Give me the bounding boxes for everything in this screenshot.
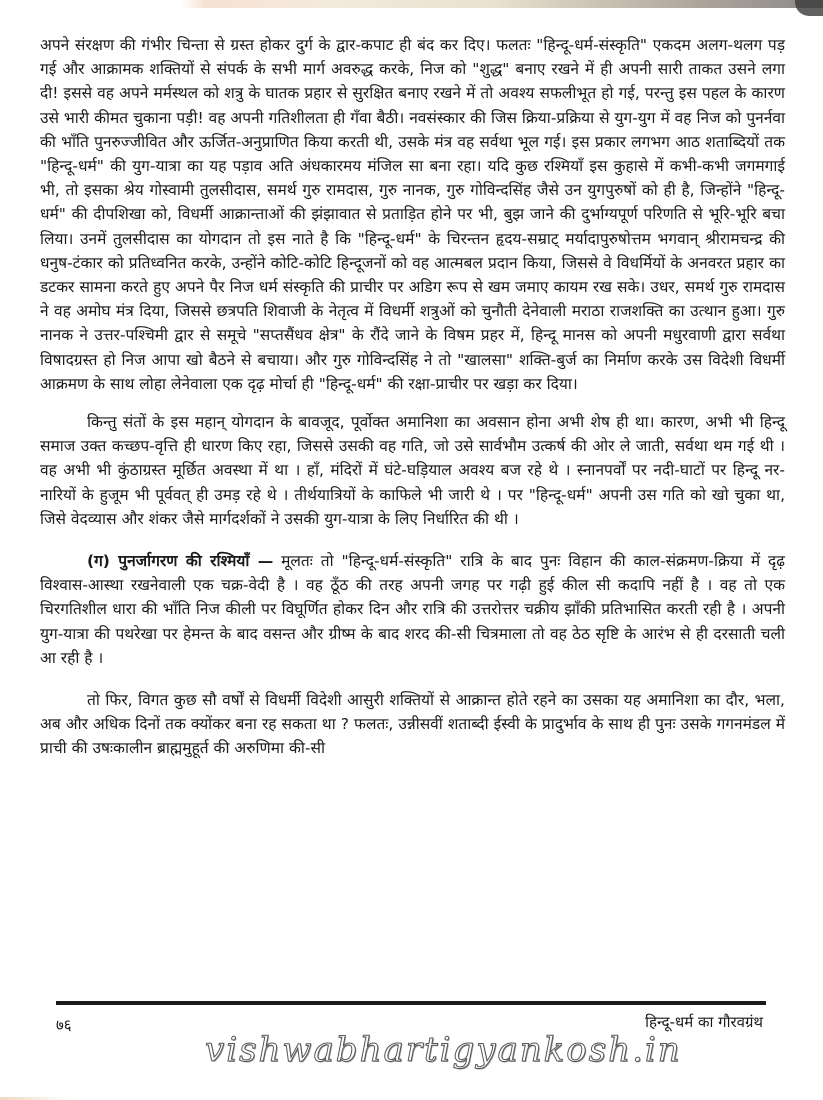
- section-heading: (ग) पुनर्जागरण की रश्मियाँ —: [87, 552, 274, 571]
- watermark: vishwabhartigyankosh.in: [205, 1030, 682, 1070]
- paragraph-1: अपने संरक्षण की गंभीर चिन्ता से ग्रस्त होकर दुर्ग के द्वार-कपाट ही बंद कर दिए। फलतः "हिन्दू-धर्म-संस्कृति" एकदम अलग-थलग पड़ गई और आक्रामक शक्तियों से संपर्क के सभी मार्ग अवरुद्ध करके, निज को "शुद्ध" बनाए रखने में ही अपनी सारी ताकत उसने लगा दी! इससे वह अपने मर्मस्थल को शत्रु के घातक प्रहार से सुरक्षित बनाए रखने में तो अवश्य सफलीभूत हो गई, परन्तु इस पहल के कारण उसे भारी कीमत चुकाना पड़ी! वह अपनी गतिशीलता ही गँवा बैठी। नवसंस्कार की जिस क्रिया-प्रक्रिया से युग-युग में वह निज को पुनर्नवा की भाँति पुनरुज्जीवित और ऊर्जित-अनुप्राणित किया करती थी, उसके मंत्र वह सर्वथा भूल गई। इस प्रकार लगभग आठ शताब्दियों तक "हिन्दू-धर्म" की युग-यात्रा का यह पड़ाव अति अंधकारमय मंजिल सा बना रहा। यदि कुछ रश्मियाँ इस कुहासे में कभी-कभी जगमगाई भी, तो इसका श्रेय गोस्वामी तुलसीदास, समर्थ गुरु रामदास, गुरु नानक, गुरु गोविन्दसिंह जैसे उन युगपुरुषों को ही है, जिन्होंने "हिन्दू-धर्म" की दीपशिखा को, विधर्मी आक्रान्ताओं की झंझावात से प्रताड़ित होने पर भी, बुझ जाने की दुर्भाग्यपूर्ण परिणति से भूरि-भूरि बचा लिया। उनमें तुलसीदास का योगदान तो इस नाते है कि "हिन्दू-धर्म" के चिरन्तन हृदय-सम्राट् मर्यादापुरुषोत्तम भगवान् श्रीरामचन्द्र की धनुष-टंकार को प्रतिध्वनित करके, उन्होंने कोटि-कोटि हिन्दूजनों को वह आत्मबल प्रदान किया, जिससे वे विधर्मियों के अनवरत प्रहार का डटकर सामना करते हुए अपने पैर निज धर्म संस्कृति की प्राचीर पर अडिग रूप से खम जमाए कायम रख सके। उधर, समर्थ गुरु रामदास ने वह अमोघ मंत्र दिया, जिससे छत्रपति शिवाजी के नेतृत्व में विधर्मी शत्रुओं को चुनौती देनेवाली मराठा राजशक्ति का उत्थान हुआ। गुरु नानक ने उत्तर-पश्चिमी द्वार से समूचे "सप्तसैंधव क्षेत्र" के रौंदे जाने के विषम प्रहर में, हिन्दू मानस को अपनी मधुरवाणी द्वारा सर्वथा विषादग्रस्त हो निज आपा खो बैठने से बचाया। और गुरु गोविन्दसिंह ने तो "खालसा" शक्ति-बुर्ज का निर्माण करके उस विदेशी विधर्मी आक्रमण के साथ लोहा लेनेवाला एक दृढ़ मोर्चा ही "हिन्दू-धर्म" की रक्षा-प्राचीर पर खड़ा कर दिया।: [40, 36, 785, 393]
- paragraph-4: तो फिर, विगत कुछ सौ वर्षों से विधर्मी विदेशी आसुरी शक्तियों से आक्रान्त होते रहने का उसका यह अमानिशा का दौर, भला, अब और अधिक दिनों तक क्योंकर बना रह सकता था ? फलतः, उन्नीसवीं शताब्दी ईस्वी के प्रादुर्भाव के साथ ही पुनः उसके गगनमंडल में प्राची की उषःकालीन ब्राह्ममुहूर्त की अरुणिमा की-सी: [40, 691, 785, 758]
- running-footer-title: हिन्दू-धर्म का गौरवग्रंथ: [645, 1013, 763, 1031]
- paragraph-3: [40, 549, 785, 670]
- paragraph-gap: [40, 396, 785, 410]
- paragraph-gap: [40, 670, 785, 688]
- page-body: [40, 33, 785, 761]
- paragraph-2: किन्तु संतों के इस महान् योगदान के बावजूद, पूर्वोक्त अमानिशा का अवसान होना अभी शेष ही था। कारण, अभी भी हिन्दू समाज उक्त कच्छप-वृत्ति ही धारण किए रहा, जिससे उसकी वह गति, जो उसे सार्वभौम उत्कर्ष की ओर ले जाती, सर्वथा थम गई थी । वह अभी भी कुंठाग्रस्त मूर्छित अवस्था में था । हाँ, मंदिरों में घंटे-घड़ियाल अवश्य बज रहे थे । स्नानपर्वों पर नदी-घाटों पर हिन्दू नर-नारियों के हुजूम भी पूर्ववत् ही उमड़ रहे थे । तीर्थयात्रियों के काफिले भी जारी थे । पर "हिन्दू-धर्म" अपनी उस गति को खो चुका था, जिसे वेदव्यास और शंकर जैसे मार्गदर्शकों ने उसकी युग-यात्रा के लिए निर्धारित की थी ।: [40, 413, 785, 528]
- paragraph-3-text: मूलतः तो "हिन्दू-धर्म-संस्कृति" रात्रि के बाद पुनः विहान की काल-संक्रमण-क्रिया में दृढ़ विश्वास-आस्था रखनेवाली एक चक्र-वेदी है । वह ठूँठ की तरह अपनी जगह पर गढ़ी हुई कील सी कदापि नहीं है । वह तो एक चिरगतिशील धारा की भाँति निज कीली पर विघूर्णित होकर दिन और रात्रि की उत्तरोत्तर चक्रीय झाँकी प्रतिभासित करती रही है । अपनी युग-यात्रा की पथरेखा पर हेमन्त के बाद वसन्त और ग्रीष्म के बाद शरद की-सी चित्रमाला तो वह ठेठ सृष्टि के आरंभ से ही दरसाती चली आ रही है ।: [40, 552, 785, 667]
- scan-corner-shadow: [795, 0, 823, 16]
- paragraph-gap: [40, 531, 785, 549]
- page-number: ७६: [56, 1016, 72, 1034]
- footer-rule: [56, 1001, 766, 1005]
- scan-top-edge: [0, 0, 823, 8]
